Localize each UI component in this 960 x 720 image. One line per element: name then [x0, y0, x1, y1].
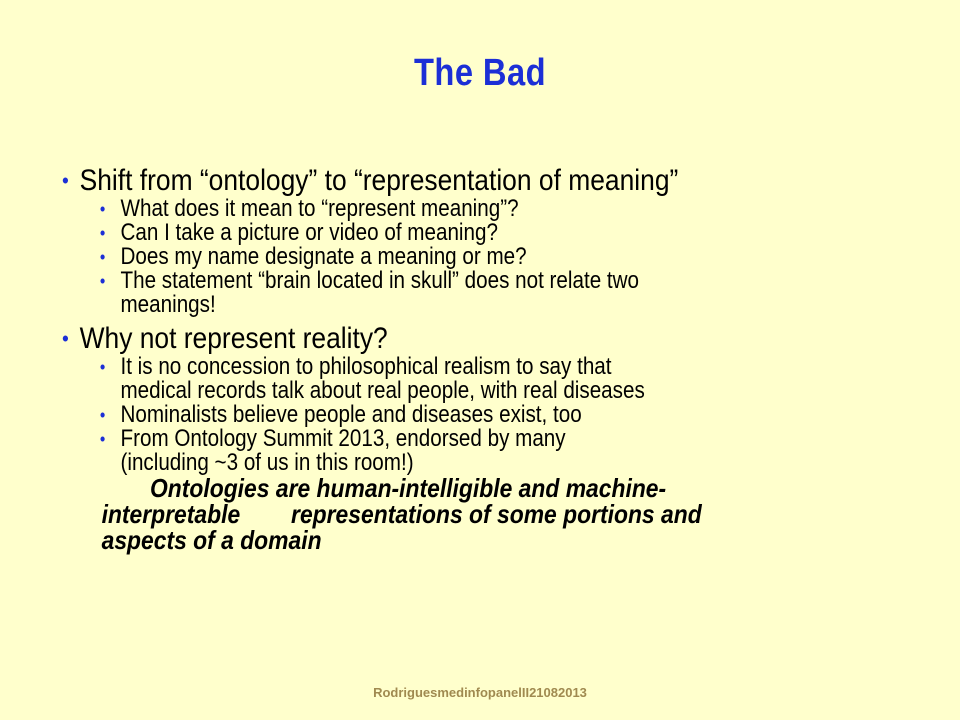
bullet-icon: •: [99, 271, 106, 291]
bullet-text: Why not represent reality?: [79, 322, 388, 355]
sub-bullet-continuation: meanings!: [120, 291, 216, 318]
sub-bullet-text: From Ontology Summit 2013, endorsed by many: [120, 425, 566, 452]
sub-bullet-text: It is no concession to philosophical realism to say that: [120, 353, 612, 380]
bullet-icon: •: [99, 357, 106, 377]
definition-quote-line: interpretable representations of some portions and: [101, 499, 702, 529]
bullet-icon: •: [62, 326, 69, 351]
sub-bullet-text: Does my name designate a meaning or me?: [120, 243, 527, 270]
bullet-icon: •: [99, 199, 106, 219]
bullet-text: Shift from “ontology” to “representation of meaning”: [79, 164, 679, 197]
sub-bullet-item: [62, 269, 802, 293]
sub-bullet-text: What does it mean to “represent meaning”?: [120, 195, 519, 222]
sub-bullet-item: [62, 197, 802, 221]
slide-body: [62, 165, 922, 553]
sub-bullet-item: [62, 403, 802, 427]
sub-bullet-continuation: (including ~3 of us in this room!): [120, 449, 414, 476]
bullet-item: [62, 323, 819, 355]
sub-bullet-continuation: medical records talk about real people, with real diseases: [120, 377, 645, 404]
sub-bullet-item: [62, 245, 802, 269]
definition-quote-line: Ontologies are human-intelligible and machine-: [150, 473, 667, 503]
bullet-item: [62, 165, 819, 197]
sub-bullet-text: The statement “brain located in skull” does not relate two: [120, 267, 640, 294]
bullet-icon: •: [99, 223, 106, 243]
bullet-icon: •: [99, 405, 106, 425]
slide-footer: RodriguesmedinfopanelII21082013: [373, 685, 587, 700]
sub-bullet-item: [62, 221, 802, 245]
definition-quote-line: aspects of a domain: [101, 525, 322, 555]
bullet-icon: •: [62, 168, 69, 193]
sub-bullet-item: [62, 427, 802, 451]
sub-bullet-item: [62, 355, 802, 379]
bullet-icon: •: [99, 247, 106, 267]
sub-bullet-text: Nominalists believe people and diseases exist, too: [120, 401, 582, 428]
slide-title: The Bad: [414, 52, 546, 94]
sub-bullet-text: Can I take a picture or video of meaning?: [120, 219, 498, 246]
bullet-icon: •: [99, 429, 106, 449]
